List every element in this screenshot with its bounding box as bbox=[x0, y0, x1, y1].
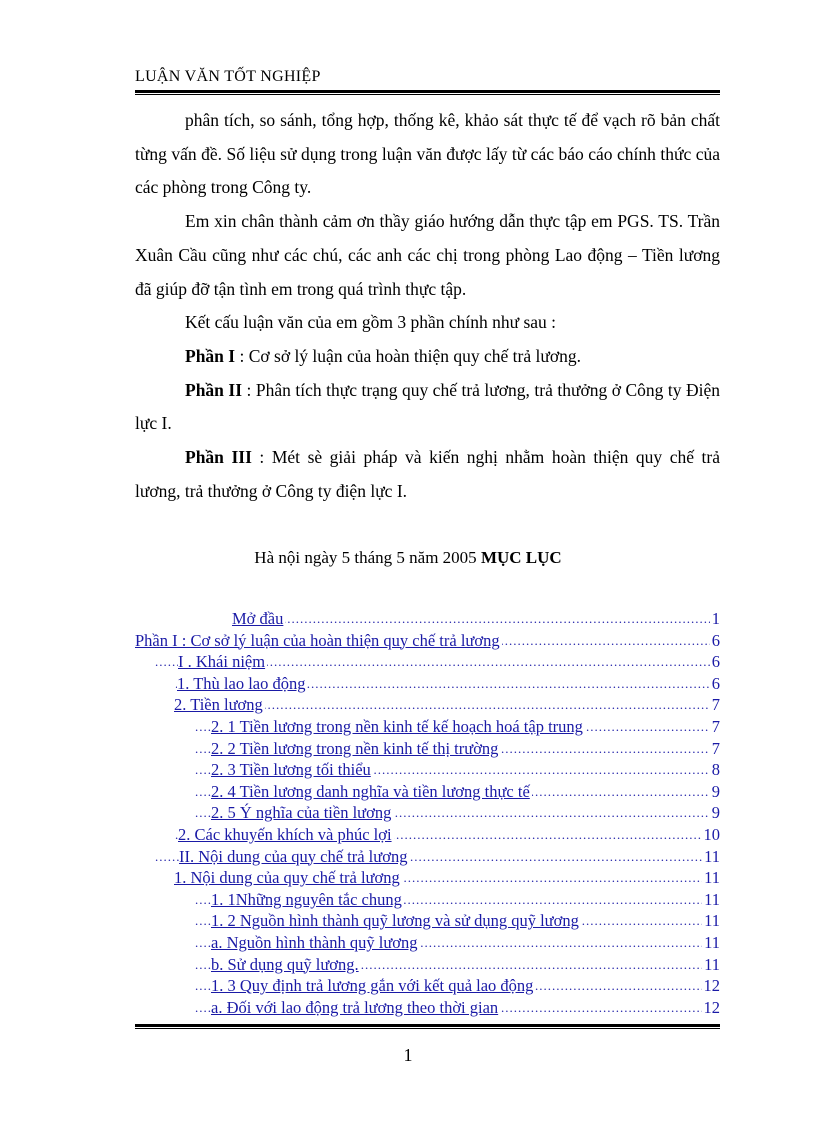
header-title: LUẬN VĂN TỐT NGHIỆP bbox=[135, 68, 321, 85]
toc-entry-page: 11 bbox=[704, 954, 720, 974]
toc-entry-title: 1. 2 Nguồn hình thành quỹ lương và sử dụng quỹ lương bbox=[211, 911, 579, 931]
toc-entry-title: 2. Các khuyến khích và phúc lợi bbox=[178, 824, 392, 844]
toc-entry-page: 10 bbox=[703, 824, 720, 844]
toc-entry-page: 7 bbox=[711, 716, 720, 736]
toc-entry-title: I . Khái niệm bbox=[178, 652, 266, 672]
toc-entry-title: 2. 2 Tiền lương trong nền kinh tế thị trường bbox=[211, 738, 499, 758]
toc-entry-page: 11 bbox=[704, 868, 720, 888]
toc-entry-title: 2. 5 Ý nghĩa của tiền lương bbox=[211, 803, 392, 823]
footer-rule bbox=[135, 1024, 720, 1029]
paragraph-part-3 bbox=[135, 441, 720, 508]
toc-entry-title: 2. 3 Tiền lương tối thiểu bbox=[211, 760, 371, 780]
paragraph-text: phân tích, so sánh, tổng hợp, thống kê, khảo sát thực tế để vạch rõ bản chất từng vấn đề. Số liệu sử dụng trong luận văn được lấy từ các báo cáo chính thức của các phòng trong Công ty. bbox=[135, 110, 720, 198]
toc-entry-title: b. Sử dụng quỹ lương. bbox=[211, 954, 359, 974]
toc-entry-title: 1. 3 Quy định trả lương gắn với kết quả lao động bbox=[211, 976, 534, 996]
date-line bbox=[0, 546, 816, 570]
toc-entry[interactable] bbox=[135, 738, 720, 760]
toc-entry-page: 11 bbox=[704, 846, 720, 866]
part-label: Phần II bbox=[185, 379, 243, 400]
toc-entry[interactable] bbox=[135, 997, 720, 1019]
toc-entry[interactable] bbox=[135, 932, 720, 954]
toc-entry[interactable] bbox=[135, 975, 720, 997]
toc-entry-page: 9 bbox=[711, 781, 720, 801]
toc-entry-page: 12 bbox=[703, 997, 720, 1017]
toc-entry-page: 6 bbox=[711, 652, 720, 672]
toc-entry-page: 6 bbox=[711, 673, 720, 693]
paragraph-text: Em xin chân thành cảm ơn thầy giáo hướng dẫn thực tập em PGS. TS. Trần Xuân Cầu cũng như các chú, các anh các chị trong phòng Lao động – Tiền lương đã giúp đỡ tận tình em trong quá trình thực tập. bbox=[135, 211, 720, 299]
toc-entry-title: 2. 1 Tiền lương trong nền kinh tế kế hoạch hoá tập trung bbox=[211, 716, 583, 736]
toc-entry-page: 9 bbox=[711, 803, 720, 823]
paragraph-text: : Mét sè giải pháp và kiến nghị nhằm hoàn thiện quy chế trả lương, trả thưởng ở Công ty điện lực I. bbox=[135, 447, 721, 501]
toc-entry-page: 11 bbox=[704, 932, 720, 952]
toc-entry[interactable] bbox=[135, 867, 720, 889]
paragraph-structure bbox=[135, 306, 720, 340]
table-of-contents bbox=[135, 608, 720, 1018]
toc-entry-title: 1. Nội dung của quy chế trả lương bbox=[174, 868, 400, 888]
toc-heading: MỤC LỤC bbox=[480, 548, 562, 567]
toc-entry[interactable] bbox=[135, 846, 720, 868]
toc-entry-page: 12 bbox=[703, 976, 720, 996]
toc-entry-title: Mở đầu bbox=[232, 609, 284, 628]
toc-entry[interactable] bbox=[135, 673, 720, 695]
toc-entry-title: a. Nguồn hình thành quỹ lương bbox=[211, 932, 418, 952]
part-label: Phần III bbox=[185, 447, 252, 468]
paragraph-text: : Phân tích thực trạng quy chế trả lương, trả thưởng ở Công ty Điện lực I. bbox=[135, 379, 720, 434]
toc-entry-title: a. Đối với lao động trả lương theo thời gian bbox=[211, 997, 499, 1017]
paragraph-text: Kết cấu luận văn của em gồm 3 phần chính như sau : bbox=[185, 312, 557, 333]
toc-entry-page: 7 bbox=[711, 738, 720, 758]
toc-entry-page: 6 bbox=[711, 630, 720, 650]
toc-entry[interactable] bbox=[135, 824, 720, 846]
paragraph-method bbox=[135, 104, 720, 205]
page-header bbox=[135, 66, 720, 95]
toc-entry[interactable] bbox=[135, 759, 720, 781]
toc-entry[interactable] bbox=[135, 694, 720, 716]
toc-entry[interactable] bbox=[135, 630, 720, 652]
toc-entry-title: 1. 1Những nguyên tắc chung bbox=[211, 889, 402, 909]
toc-entry[interactable] bbox=[135, 651, 720, 673]
toc-entry[interactable] bbox=[135, 608, 720, 630]
toc-entry-page: 7 bbox=[711, 695, 720, 715]
toc-entry-page: 8 bbox=[711, 760, 720, 780]
toc-entry[interactable] bbox=[135, 716, 720, 738]
part-label: Phần I bbox=[185, 345, 236, 366]
page-number: 1 bbox=[403, 1045, 413, 1065]
toc-entry[interactable] bbox=[135, 910, 720, 932]
paragraph-text: : Cơ sở lý luận của hoàn thiện quy chế trả lương. bbox=[235, 345, 581, 366]
paragraph-thanks bbox=[135, 205, 720, 306]
toc-entry[interactable] bbox=[135, 889, 720, 911]
toc-entry-page: 11 bbox=[704, 911, 720, 931]
toc-entry-title: 2. Tiền lương bbox=[174, 695, 263, 715]
toc-entry-page: 11 bbox=[704, 889, 720, 909]
date-text: Hà nội ngày 5 tháng 5 năm 2005 bbox=[254, 548, 481, 567]
toc-entry[interactable] bbox=[135, 802, 720, 824]
toc-entry-page: 1 bbox=[711, 609, 720, 628]
paragraph-part-2 bbox=[135, 374, 720, 441]
toc-entry[interactable] bbox=[135, 954, 720, 976]
body-text bbox=[135, 104, 720, 508]
toc-entry-title: Phần I : Cơ sở lý luận của hoàn thiện quy chế trả lương bbox=[135, 630, 500, 650]
toc-entry[interactable] bbox=[135, 781, 720, 803]
toc-entry-title: II. Nội dung của quy chế trả lương bbox=[179, 846, 408, 866]
paragraph-part-1 bbox=[135, 340, 720, 374]
toc-entry-title: 2. 4 Tiền lương danh nghĩa và tiền lương thực tế bbox=[211, 781, 530, 801]
toc-entry-title: 1. Thù lao lao động bbox=[177, 673, 306, 693]
header-rule bbox=[135, 90, 720, 95]
